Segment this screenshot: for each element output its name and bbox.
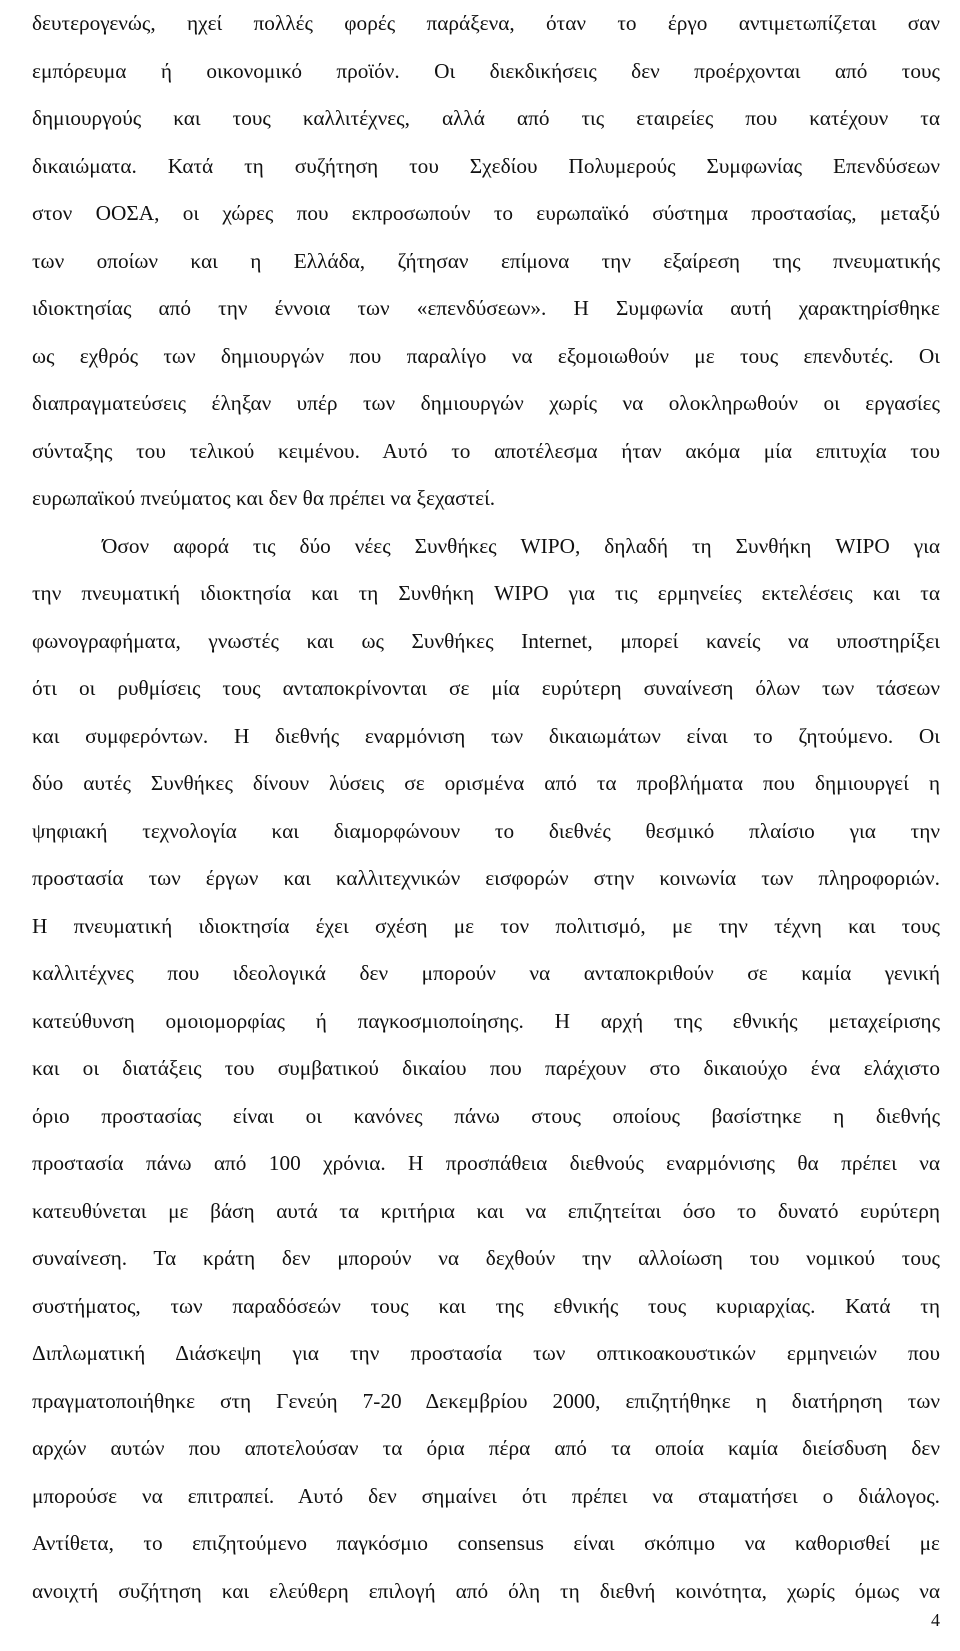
text-line: ότι οι ρυθμίσεις τους ανταποκρίνονται σε μία ευρύτερη συναίνεση όλων των τάσεων <box>32 676 940 700</box>
paragraph-end-line: ευρωπαϊκού πνεύματος και δεν θα πρέπει να ξεχαστεί. <box>32 486 496 510</box>
body-text <box>32 0 940 1615</box>
text-line: όριο προστασίας είναι οι κανόνες πάνω στους οποίους βασίστηκε η διεθνής <box>32 1103 940 1128</box>
paragraph-first-line: Όσον αφορά τις δύο νέες Συνθήκες WIPO, δηλαδή τη Συνθήκη WIPO για <box>102 533 940 558</box>
text-line: δύο αυτές Συνθήκες δίνουν λύσεις σε ορισμένα από τα προβλήματα που δημιουργεί η <box>32 771 940 795</box>
text-line: σύνταξης του τελικού κειμένου. Αυτό το αποτέλεσμα ήταν ακόμα μία επιτυχία του <box>32 438 940 463</box>
text-line: στον ΟΟΣΑ, οι χώρες που εκπροσωπούν το ευρωπαϊκό σύστημα προστασίας, μεταξύ <box>32 201 940 225</box>
text-line: Η πνευματική ιδιοκτησία έχει σχέση με τον πολιτισμό, με την τέχνη και τους <box>32 913 940 938</box>
text-line: των οποίων και η Ελλάδα, ζήτησαν επίμονα την εξαίρεση της πνευματικής <box>32 248 940 273</box>
text-line: Διπλωματική Διάσκεψη για την προστασία των οπτικοακουστικών ερμηνειών που <box>32 1341 940 1365</box>
text-line: πραγματοποιήθηκε στη Γενεύη 7-20 Δεκεμβρίου 2000, επιζητήθηκε η διατήρηση των <box>32 1388 940 1413</box>
text-line: μπορούσε να επιτραπεί. Αυτό δεν σημαίνει ότι πρέπει να σταματήσει ο διάλογος. <box>32 1483 940 1508</box>
text-line: και συμφερόντων. Η διεθνής εναρμόνιση των δικαιωμάτων είναι το ζητούμενο. Οι <box>32 723 940 748</box>
text-line: φωνογραφήματα, γνωστές και ως Συνθήκες Internet, μπορεί κανείς να υποστηρίξει <box>32 628 940 653</box>
text-line: δημιουργούς και τους καλλιτέχνες, αλλά από τις εταιρείες που κατέχουν τα <box>32 106 940 130</box>
text-line: προστασία των έργων και καλλιτεχνικών εισφορών στην κοινωνία των πληροφοριών. <box>32 866 940 890</box>
text-line: δικαιώματα. Κατά τη συζήτηση του Σχεδίου Πολυμερούς Συμφωνίας Επενδύσεων <box>32 153 940 178</box>
text-line: κατευθύνεται με βάση αυτά τα κριτήρια και να επιζητείται όσο το δυνατό ευρύτερη <box>32 1198 940 1223</box>
text-line: αρχών αυτών που αποτελούσαν τα όρια πέρα από τα οποία καμία διείσδυση δεν <box>32 1436 940 1460</box>
text-line: ως εχθρός των δημιουργών που παραλίγο να εξομοιωθούν με τους επενδυτές. Οι <box>32 343 940 368</box>
text-line: και οι διατάξεις του συμβατικού δικαίου που παρέχουν στο δικαιούχο ένα ελάχιστο <box>32 1056 940 1080</box>
text-line: προστασία πάνω από 100 χρόνια. Η προσπάθεια διεθνούς εναρμόνισης θα πρέπει να <box>32 1151 940 1175</box>
text-line: εμπόρευμα ή οικονομικό προϊόν. Οι διεκδικήσεις δεν προέρχονται από τους <box>32 58 940 83</box>
text-line: ψηφιακή τεχνολογία και διαμορφώνουν το διεθνές θεσμικό πλαίσιο για την <box>32 818 940 843</box>
text-line: κατεύθυνση ομοιομορφίας ή παγκοσμιοποίησης. Η αρχή της εθνικής μεταχείρισης <box>32 1008 940 1033</box>
text-line: δευτερογενώς, ηχεί πολλές φορές παράξενα, όταν το έργο αντιμετωπίζεται σαν <box>32 11 940 35</box>
text-line: την πνευματική ιδιοκτησία και τη Συνθήκη WIPO για τις ερμηνείες εκτελέσεις και τα <box>32 581 940 605</box>
text-line: συστήματος, των παραδόσεών τους και της εθνικής τους κυριαρχίας. Κατά τη <box>32 1293 940 1318</box>
text-line: ιδιοκτησίας από την έννοια των «επενδύσεων». Η Συμφωνία αυτή χαρακτηρίσθηκε <box>32 296 940 320</box>
text-line: καλλιτέχνες που ιδεολογικά δεν μπορούν να ανταποκριθούν σε καμία γενική <box>32 961 940 985</box>
text-line: διαπραγματεύσεις έληξαν υπέρ των δημιουργών χωρίς να ολοκληρωθούν οι εργασίες <box>32 391 940 415</box>
page-number: 4 <box>931 1610 940 1630</box>
text-line: ανοιχτή συζήτηση και ελεύθερη επιλογή από όλη τη διεθνή κοινότητα, χωρίς όμως να <box>32 1578 940 1603</box>
text-line: Αντίθετα, το επιζητούμενο παγκόσμιο consensus είναι σκόπιμο να καθορισθεί με <box>32 1531 940 1555</box>
text-line: συναίνεση. Τα κράτη δεν μπορούν να δεχθούν την αλλοίωση του νομικού τους <box>32 1246 940 1270</box>
